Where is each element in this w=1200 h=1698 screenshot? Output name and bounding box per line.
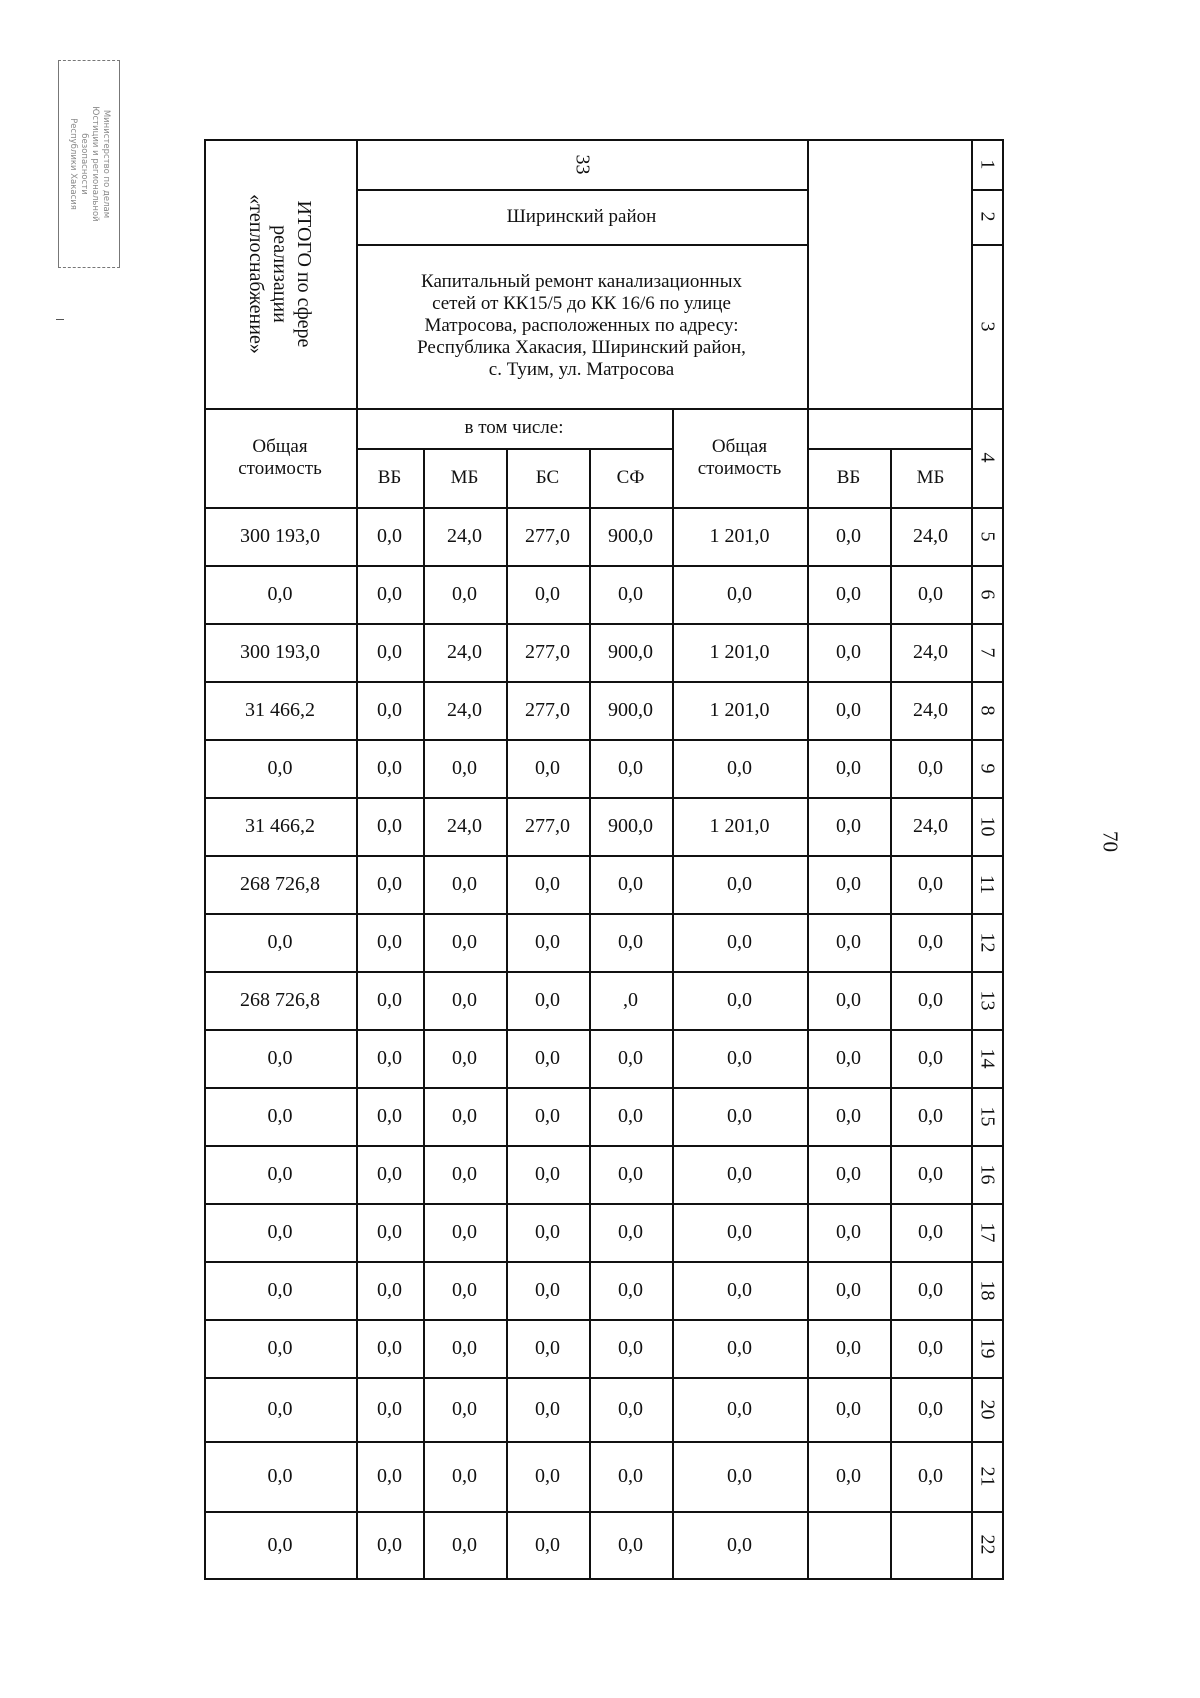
table-cell: 0,0	[452, 1337, 477, 1359]
table-cell: 0,0	[618, 873, 643, 895]
table-cell: 0,0	[918, 873, 943, 895]
table-cell: 0,0	[727, 1163, 752, 1185]
table-cell	[807, 1511, 890, 1578]
table-cell: 0,0	[727, 873, 752, 895]
table-cell: 0,0	[267, 1105, 293, 1127]
column-number-cell	[971, 855, 1002, 913]
table-cell: 0,0	[267, 1337, 293, 1359]
table-cell: 0,0	[836, 1279, 861, 1301]
table-cell: 0,0	[452, 1105, 477, 1127]
column-number: 19	[976, 1338, 998, 1358]
total-cost-label: Общая стоимость	[238, 435, 322, 479]
table-border-bottom	[204, 1578, 1004, 1580]
table-cell: 0,0	[918, 757, 943, 779]
table-cell: 0,0	[727, 931, 752, 953]
table-cell: 0,0	[727, 583, 752, 605]
table-cell: 0,0	[918, 1398, 943, 1420]
table-cell: 0,0	[836, 989, 861, 1011]
table-cell: 31 466,2	[245, 699, 315, 721]
table-cell: 0,0	[377, 815, 402, 837]
table-cell: 24,0	[913, 815, 948, 837]
column-number-cell	[971, 739, 1002, 797]
sub-label: СФ	[616, 466, 645, 488]
column-number: 16	[976, 1164, 998, 1184]
column-number: 4	[976, 452, 998, 463]
table-cell: 24,0	[447, 525, 482, 547]
table-cell: 0,0	[535, 873, 560, 895]
table-cell: 0,0	[727, 1465, 752, 1487]
table-cell: 0,0	[452, 583, 477, 605]
column-number: 11	[975, 874, 998, 894]
table-cell: 0,0	[836, 641, 861, 663]
table-cell: 24,0	[447, 699, 482, 721]
column-number-cell	[971, 1145, 1002, 1203]
column-number-cell	[971, 797, 1002, 855]
table-cell: 0,0	[377, 1533, 402, 1556]
table-cell: 0,0	[535, 757, 560, 779]
table-cell: 0,0	[377, 989, 402, 1011]
table-cell: 0,0	[377, 1163, 402, 1185]
row-number-cell	[356, 139, 807, 189]
table-cell: 900,0	[608, 815, 653, 837]
table-cell: 0,0	[918, 583, 943, 605]
column-number: 1	[976, 159, 998, 169]
table-cell: 0,0	[535, 583, 560, 605]
column-number: 2	[976, 211, 998, 222]
table-cell: 0,0	[836, 1398, 861, 1420]
column-number-cell	[971, 1261, 1002, 1319]
table-cell: 0,0	[452, 1398, 477, 1420]
table-cell: 0,0	[535, 1047, 560, 1069]
table-cell: 0,0	[618, 1047, 643, 1069]
table-cell: 0,0	[618, 583, 643, 605]
table-cell: 0,0	[918, 1279, 943, 1301]
table-cell: 0,0	[452, 1163, 477, 1185]
table-cell: 0,0	[727, 989, 752, 1011]
table-cell: 0,0	[918, 1047, 943, 1069]
table-border-right	[1002, 139, 1004, 1580]
table-cell: 0,0	[727, 1221, 752, 1243]
table-cell: 24,0	[447, 815, 482, 837]
column-number: 5	[976, 531, 998, 541]
table-cell: 0,0	[727, 1337, 752, 1359]
table-cell: 0,0	[535, 989, 560, 1011]
column-number-cell	[971, 1087, 1002, 1145]
sub-label-2: ВБ	[836, 466, 861, 488]
table-cell: 0,0	[377, 1337, 402, 1359]
table-cell: 0,0	[918, 1337, 943, 1359]
table-cell: 0,0	[618, 1465, 643, 1487]
table-cell: 0,0	[267, 1163, 293, 1185]
table-cell: 0,0	[918, 931, 943, 953]
table-cell: 0,0	[836, 873, 861, 895]
table-cell: 1 201,0	[709, 699, 770, 721]
table-cell: 268 726,8	[240, 989, 320, 1011]
table-cell: 0,0	[267, 1047, 293, 1069]
table-cell: 0,0	[918, 1221, 943, 1243]
table-cell: 0,0	[836, 1105, 861, 1127]
table-cell: 0,0	[377, 873, 402, 895]
table-cell: 0,0	[267, 583, 293, 605]
table-cell: 0,0	[727, 1105, 752, 1127]
table-cell: 0,0	[267, 1465, 293, 1487]
column-number: 20	[976, 1399, 998, 1419]
table-cell: 277,0	[525, 525, 570, 547]
table-cell: 0,0	[918, 989, 943, 1011]
column-number-cell	[971, 565, 1002, 623]
column-number-cell	[971, 913, 1002, 971]
column-number-cell	[971, 971, 1002, 1029]
table-cell: 1 201,0	[709, 641, 770, 663]
total-cost-label-2: Общая стоимость	[697, 435, 782, 479]
table-cell: 0,0	[618, 1279, 643, 1301]
table-cell: 0,0	[452, 1533, 477, 1556]
table-cell: 0,0	[452, 1279, 477, 1301]
table-cell: 0,0	[452, 1465, 477, 1487]
column-number-cell	[971, 1441, 1002, 1511]
table-cell: 0,0	[727, 1047, 752, 1069]
column-number-cell	[971, 1511, 1002, 1578]
table-cell: 0,0	[267, 1279, 293, 1301]
table-cell: 0,0	[267, 1221, 293, 1243]
table-cell: 0,0	[727, 1398, 752, 1420]
column-number-cell	[971, 623, 1002, 681]
table-cell: 0,0	[535, 1279, 560, 1301]
table-cell: 0,0	[618, 931, 643, 953]
table-cell: 0,0	[452, 1047, 477, 1069]
table-cell: 0,0	[836, 699, 861, 721]
column-number: 6	[976, 589, 998, 599]
itogo-label: ИТОГО по сфере реализации «теплоснабжение»	[245, 193, 315, 354]
table-cell: 0,0	[452, 757, 477, 779]
sub-label: БС	[535, 466, 560, 488]
table-cell: 0,0	[618, 1105, 643, 1127]
table-cell: 0,0	[618, 1163, 643, 1185]
table-cell: 0,0	[918, 1105, 943, 1127]
table-cell: 0,0	[618, 757, 643, 779]
column-number: 10	[976, 816, 998, 836]
table-cell: 0,0	[918, 1465, 943, 1487]
row-number: 33	[571, 154, 593, 174]
table-cell: 1 201,0	[709, 815, 770, 837]
sub-label-2: МБ	[916, 466, 945, 488]
table-cell: 0,0	[267, 757, 293, 779]
column-number: 7	[976, 647, 998, 657]
table-cell: 277,0	[525, 641, 570, 663]
table-cell: 0,0	[377, 583, 402, 605]
table-cell: 0,0	[535, 1398, 560, 1420]
sub-label: МБ	[450, 466, 479, 488]
column-number-cell	[971, 408, 1002, 507]
table-cell: 24,0	[913, 641, 948, 663]
table-cell: 0,0	[836, 931, 861, 953]
column-number: 17	[976, 1222, 998, 1242]
column-number-cell	[971, 189, 1002, 244]
table-cell: 0,0	[377, 757, 402, 779]
table-cell: 0,0	[535, 1337, 560, 1359]
itogo-label-cell	[204, 139, 356, 408]
table-cell: 0,0	[535, 1533, 560, 1556]
column-number-cell	[971, 1319, 1002, 1377]
column-number-cell	[971, 1377, 1002, 1441]
table-cell	[890, 1511, 971, 1578]
column-number: 21	[976, 1466, 998, 1486]
table-cell: 0,0	[452, 931, 477, 953]
table-cell: 268 726,8	[240, 873, 320, 895]
table-cell: 0,0	[377, 1398, 402, 1420]
column-number: 15	[976, 1106, 998, 1126]
table-cell: 1 201,0	[709, 525, 770, 547]
including-label: в том числе:	[464, 417, 564, 438]
table-cell: 0,0	[836, 1337, 861, 1359]
table-cell: 0,0	[618, 1398, 643, 1420]
column-number: 3	[976, 321, 998, 331]
table-cell: 0,0	[377, 931, 402, 953]
table-cell: 0,0	[618, 1337, 643, 1359]
table-cell: 24,0	[913, 525, 948, 547]
table-cell: 0,0	[452, 989, 477, 1011]
table-cell: 0,0	[535, 931, 560, 953]
table-cell: 0,0	[727, 1533, 752, 1556]
column-number: 13	[976, 990, 998, 1010]
table-cell: 0,0	[377, 699, 402, 721]
table-cell: 0,0	[535, 1465, 560, 1487]
table-cell: 0,0	[267, 1533, 293, 1556]
table-cell: 0,0	[452, 873, 477, 895]
table-cell: 0,0	[618, 1221, 643, 1243]
column-number-cell	[971, 139, 1002, 189]
table-cell: 277,0	[525, 815, 570, 837]
table-cell: 0,0	[836, 815, 861, 837]
table-cell: 0,0	[836, 1221, 861, 1243]
table-cell: 900,0	[608, 525, 653, 547]
column-number: 22	[976, 1534, 998, 1555]
table-cell: 0,0	[836, 757, 861, 779]
table-cell: 0,0	[836, 1163, 861, 1185]
table-cell: 0,0	[377, 641, 402, 663]
table-cell: 0,0	[918, 1163, 943, 1185]
table-cell: 0,0	[267, 931, 293, 953]
column-number: 18	[976, 1280, 998, 1300]
table-cell: 0,0	[377, 525, 402, 547]
table-cell: 0,0	[836, 525, 861, 547]
table-cell: 0,0	[535, 1221, 560, 1243]
table-cell: 24,0	[913, 699, 948, 721]
table-cell: 900,0	[608, 699, 653, 721]
table-cell: 300 193,0	[240, 641, 320, 663]
table-cell: 0,0	[836, 1465, 861, 1487]
table-cell: 0,0	[727, 1279, 752, 1301]
column-number: 12	[976, 932, 998, 952]
table-cell: 0,0	[377, 1465, 402, 1487]
project-title: Капитальный ремонт канализационных сетей от КК15/5 до КК 16/6 по улице Матросова, расположенных по адресу: Республика Хакасия, Ширинский район, с. Туим, ул. Матросова	[417, 271, 746, 380]
column-number: 8	[976, 705, 998, 715]
table-cell: ,0	[623, 989, 638, 1011]
table-cell: 0,0	[377, 1105, 402, 1127]
sub-label: ВБ	[377, 466, 402, 488]
table-cell: 0,0	[618, 1533, 643, 1556]
page-number: 70	[1098, 831, 1123, 852]
table-cell: 900,0	[608, 641, 653, 663]
stamp-text: Министерство по делам Юстиции и региональной безопасности Республики Хакасия	[68, 106, 111, 222]
column-number-cell	[971, 1203, 1002, 1261]
table-cell: 0,0	[727, 757, 752, 779]
table-cell: 0,0	[377, 1221, 402, 1243]
table-cell: 0,0	[452, 1221, 477, 1243]
table-cell: 0,0	[377, 1279, 402, 1301]
column-number-cell	[971, 681, 1002, 739]
table-cell: 300 193,0	[240, 525, 320, 547]
table-cell: 0,0	[535, 1163, 560, 1185]
column-number-cell	[971, 1029, 1002, 1087]
column-number: 9	[976, 763, 998, 773]
table-cell: 277,0	[525, 699, 570, 721]
column-number-cell	[971, 507, 1002, 565]
column-number: 14	[976, 1048, 998, 1068]
column-number-cell	[971, 244, 1002, 408]
table-cell: 0,0	[267, 1398, 293, 1420]
table-cell: 0,0	[535, 1105, 560, 1127]
table-cell: 24,0	[447, 641, 482, 663]
table-cell: 0,0	[836, 1047, 861, 1069]
table-cell: 0,0	[836, 583, 861, 605]
district-name: Ширинский район	[506, 205, 657, 227]
table-cell: 31 466,2	[245, 815, 315, 837]
table-cell: 0,0	[377, 1047, 402, 1069]
